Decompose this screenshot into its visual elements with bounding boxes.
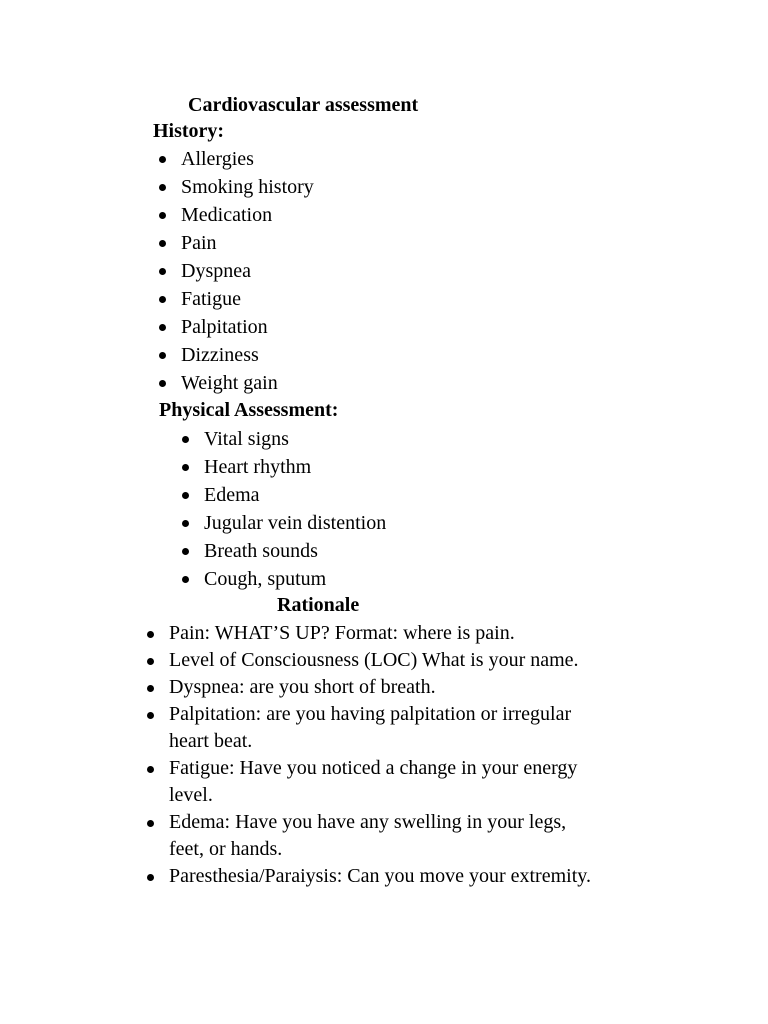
bullet-icon (159, 156, 166, 163)
bullet-icon (159, 296, 166, 303)
document-title: Cardiovascular assessment (188, 94, 419, 116)
list-item: Dyspnea (159, 257, 314, 285)
list-item: Edema: Have you have any swelling in your legs, feet, or hands. (147, 809, 707, 863)
bullet-icon (147, 874, 154, 881)
list-item: Level of Consciousness (LOC) What is your name. (147, 647, 707, 674)
list-item: Palpitation (159, 313, 314, 341)
bullet-icon (182, 436, 189, 443)
bullet-icon (182, 520, 189, 527)
bullet-icon (159, 352, 166, 359)
bullet-icon (147, 766, 154, 773)
list-item: Heart rhythm (182, 453, 386, 481)
list-item: Pain (159, 229, 314, 257)
list-item: Edema (182, 481, 386, 509)
physical-assessment-list (182, 425, 386, 593)
list-item: Dizziness (159, 341, 314, 369)
bullet-icon (147, 658, 154, 665)
bullet-icon (159, 240, 166, 247)
list-item: Dyspnea: are you short of breath. (147, 674, 707, 701)
list-item: Fatigue: Have you noticed a change in your energy level. (147, 755, 707, 809)
rationale-heading: Rationale (277, 594, 360, 616)
rationale-list (147, 620, 707, 890)
list-item: Paresthesia/Paraiysis: Can you move your extremity. (147, 863, 707, 890)
physical-assessment-heading: Physical Assessment: (159, 399, 339, 421)
list-item: Medication (159, 201, 314, 229)
bullet-icon (159, 380, 166, 387)
list-item: Palpitation: are you having palpitation or irregular heart beat. (147, 701, 707, 755)
list-item: Vital signs (182, 425, 386, 453)
bullet-icon (147, 820, 154, 827)
bullet-icon (147, 685, 154, 692)
bullet-icon (159, 184, 166, 191)
bullet-icon (182, 464, 189, 471)
bullet-icon (182, 548, 189, 555)
bullet-icon (159, 324, 166, 331)
bullet-icon (159, 212, 166, 219)
bullet-icon (147, 712, 154, 719)
list-item: Pain: WHAT’S UP? Format: where is pain. (147, 620, 707, 647)
list-item: Jugular vein distention (182, 509, 386, 537)
list-item: Allergies (159, 145, 314, 173)
list-item: Weight gain (159, 369, 314, 397)
bullet-icon (182, 492, 189, 499)
bullet-icon (147, 631, 154, 638)
history-heading: History: (153, 120, 225, 142)
bullet-icon (159, 268, 166, 275)
list-item: Fatigue (159, 285, 314, 313)
list-item: Smoking history (159, 173, 314, 201)
bullet-icon (182, 576, 189, 583)
list-item: Cough, sputum (182, 565, 386, 593)
list-item: Breath sounds (182, 537, 386, 565)
history-list (159, 145, 314, 397)
